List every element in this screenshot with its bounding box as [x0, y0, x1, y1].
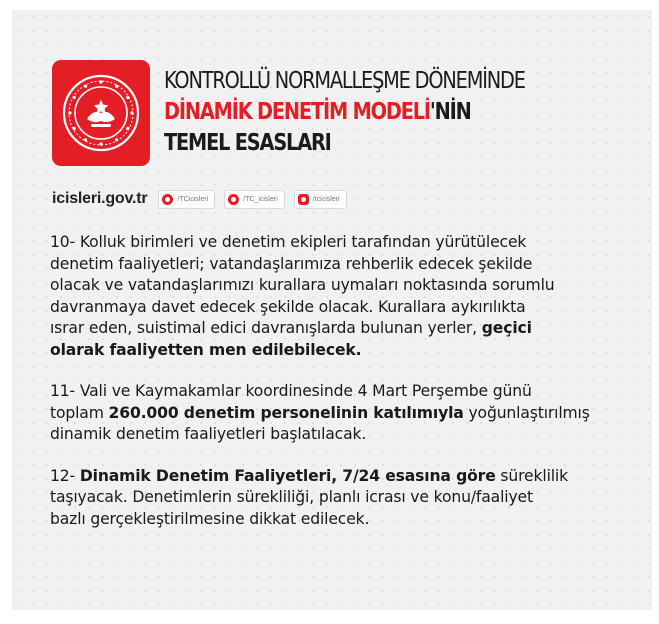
title-suffix: 'NİN	[429, 99, 471, 125]
p10-line-2: denetim faaliyetleri; vatandaşlarımıza rehberlik edecek şekilde	[50, 254, 533, 273]
p11-line-2-bold: 260.000 denetim personelinin katılımıyla	[108, 403, 464, 422]
ministry-logo	[52, 60, 150, 166]
p11-line-2-a: toplam	[50, 403, 109, 422]
instagram-handle: /tcicisleri	[312, 195, 340, 203]
p10-line-6	[50, 340, 640, 362]
twitter-handle: /TC_icisleri	[243, 195, 278, 203]
site-link[interactable]: icisleri.gov.tr	[52, 190, 148, 207]
social-bar	[52, 189, 356, 209]
title-line-3: TEMEL ESASLARI	[164, 130, 331, 156]
p12-line-3: bazlı gerçekleştirilmesine dikkat edilecek.	[50, 509, 370, 528]
p11-line-2	[50, 403, 640, 425]
title-line-1: KONTROLLÜ NORMALLEŞME DÖNEMİNDE	[164, 68, 525, 94]
p10-line-5-text: ısrar eden, suistimal edici davranışlarda bulunan yerler,	[50, 319, 482, 337]
p11-line-1: 11- Vali ve Kaymakamlar koordinesinde 4 Mart Perşembe günü	[50, 382, 532, 400]
instagram-icon	[298, 194, 309, 205]
p11-line-2-b: yoğunlaştırılmış	[463, 403, 590, 422]
p12-line-1-a: 12-	[50, 466, 80, 485]
p10-line-6-bold: olarak faaliyetten men edilebilecek.	[50, 340, 362, 359]
facebook-chip[interactable]	[158, 190, 215, 209]
twitter-chip[interactable]	[224, 190, 285, 209]
p12-line-1-bold: Dinamik Denetim Faaliyetleri, 7/24 esasına göre	[79, 466, 496, 485]
content-body	[50, 232, 640, 550]
p10-line-4: davranmaya davet edecek şekilde olacak. Kurallara aykırılıkta	[50, 297, 526, 316]
paragraph-10	[50, 232, 640, 361]
p10-line-1: 10- Kolluk birimleri ve denetim ekipleri tarafından yürütülecek	[50, 233, 527, 251]
p12-line-2: taşıyacak. Denetimlerin sürekliliği, planlı icrası ve konu/faaliyet	[50, 488, 533, 506]
title-line-2	[164, 97, 525, 128]
page-title	[164, 66, 525, 159]
paragraph-11	[50, 381, 640, 446]
facebook-handle: /TCicisleri	[177, 195, 209, 203]
p10-line-5	[50, 318, 640, 340]
p12-line-1	[50, 466, 640, 488]
facebook-icon	[162, 194, 173, 205]
ministry-seal-icon	[61, 73, 141, 153]
twitter-icon	[228, 194, 239, 205]
p10-line-3: olacak ve vatandaşlarımızı kurallara uymaları noktasında sorumlu	[50, 276, 555, 294]
paragraph-12	[50, 466, 640, 531]
title-highlight: DİNAMİK DENETİM MODELİ	[164, 99, 430, 125]
instagram-chip[interactable]	[294, 190, 347, 209]
p10-line-5-bold: geçici	[481, 319, 532, 337]
p11-line-3: dinamik denetim faaliyetleri başlatılacak.	[50, 425, 367, 443]
infographic-card	[12, 10, 652, 610]
p12-line-1-b: süreklilik	[495, 466, 568, 485]
